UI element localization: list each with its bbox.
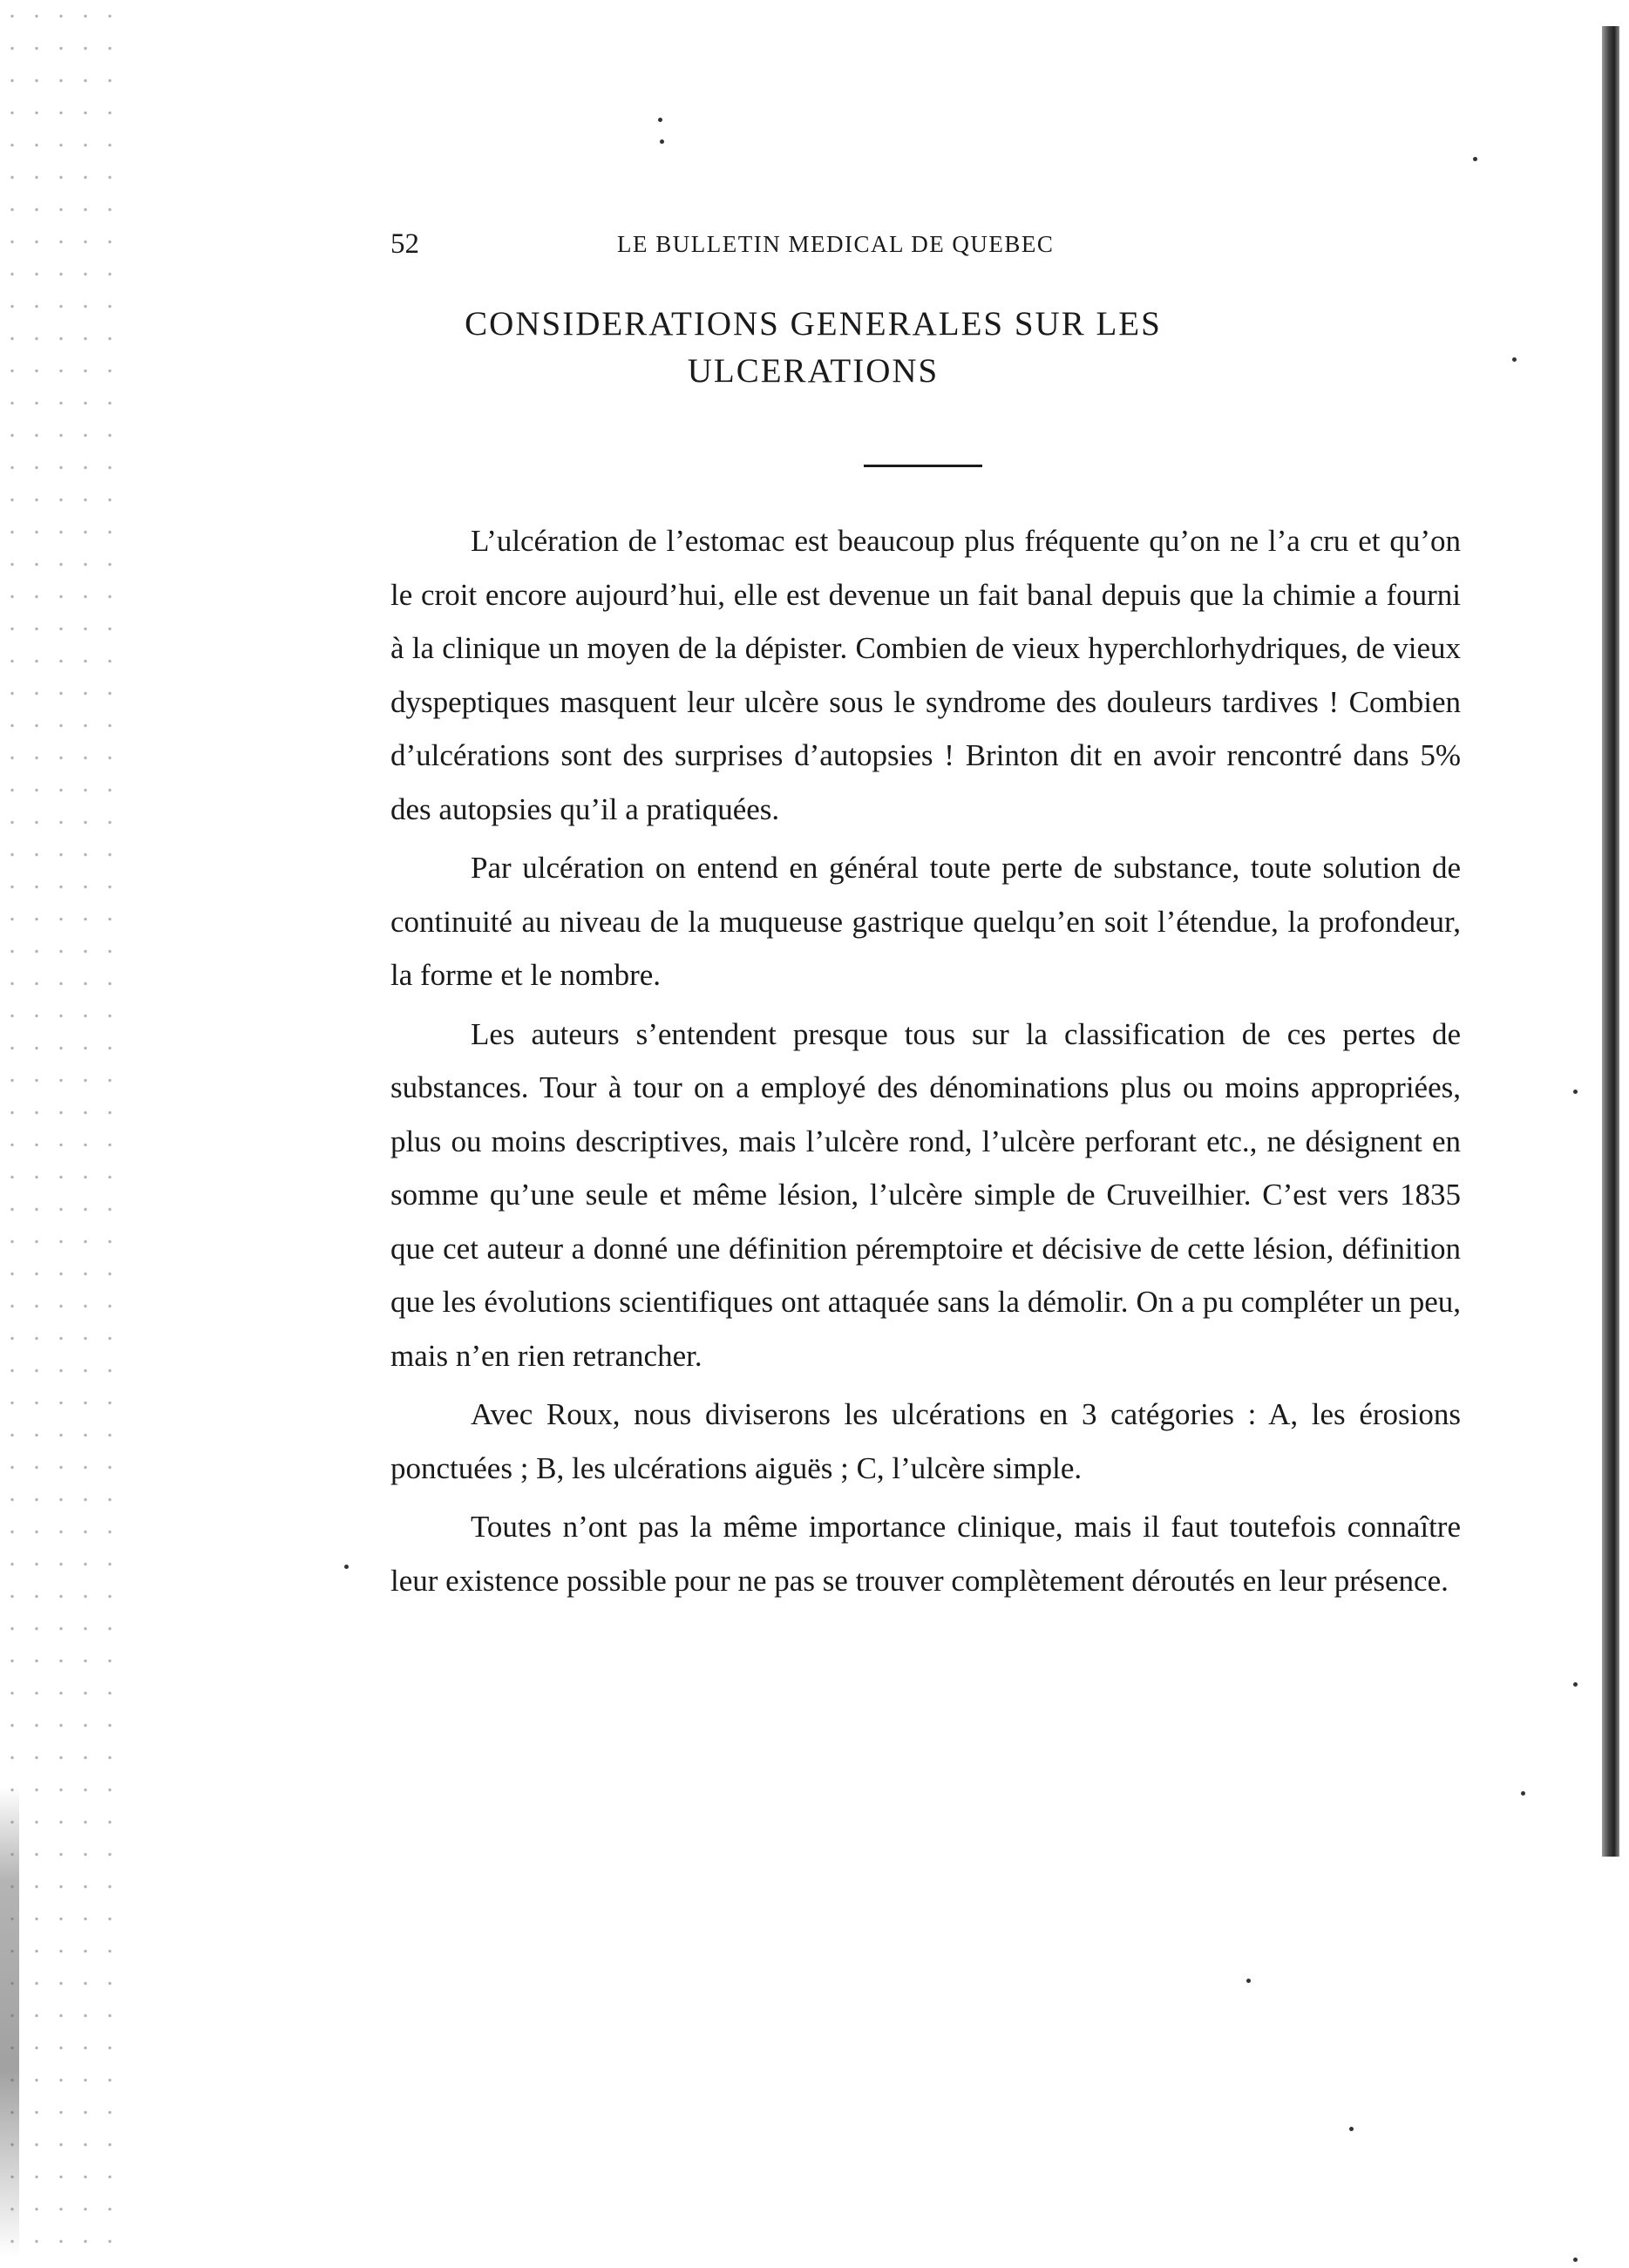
scan-speck <box>1521 1791 1525 1796</box>
page-edge-shadow <box>0 1787 19 2258</box>
scan-speck <box>660 139 664 144</box>
scan-speck <box>1349 2127 1354 2131</box>
scan-speck <box>1512 357 1517 362</box>
running-title: LE BULLETIN MEDICAL DE QUEBEC <box>617 231 1055 257</box>
paragraph: Avec Roux, nous diviserons les ulcérations en 3 catégories : A, les érosions ponctuées ; B, les ulcérations aiguës ; C, l’ulcère simple. <box>390 1397 1461 1485</box>
scan-speck <box>344 1565 349 1569</box>
title-divider <box>864 465 982 467</box>
page-number: 52 <box>390 228 419 260</box>
scan-speck <box>1573 1682 1578 1687</box>
paragraph: L’ulcération de l’estomac est beaucoup plus fréquente qu’on ne l’a cru et qu’on le croit encore aujourd’hui, elle est devenue un fait banal depuis que la chimie a fourni à la clinique un moyen de la dépister. Combien de vieux hyperchlorhydriques, de vieux dyspeptiques masquent leur ulcère sous le syndrome des douleurs tardives ! Combien d’ulcérations sont des surprises d’autopsies ! Brinton dit en avoir rencontré dans 5% des autopsies qu’il a pratiquées. <box>390 524 1461 826</box>
paragraph: Toutes n’ont pas la même importance clinique, mais il faut toutefois connaître leur existence possible pour ne pas se trouver complètement déroutés en leur présence. <box>390 1510 1461 1598</box>
scan-speck <box>1573 2258 1578 2262</box>
article-title-line: CONSIDERATIONS GENERALES SUR LES <box>465 305 1162 343</box>
running-header <box>390 228 1236 263</box>
article-title <box>390 301 1236 395</box>
scan-speck <box>1573 1090 1578 1094</box>
scan-speck <box>1473 157 1477 161</box>
paragraph: Les auteurs s’entendent presque tous sur la classification de ces pertes de substances. Tour à tour on a employé des dénominations plus ou moins appropriées, plus ou moins descriptives, mais l’ulcère rond, l’ulcère perforant etc., ne désignent en somme qu’une seule et même lésion, l’ulcère simple de Cruveilhier. C’est vers 1835 que cet auteur a donné une définition péremptoire et décisive de cette lésion, définition que les évolutions scientifiques ont attaquée sans la démolir. On a pu compléter un peu, mais n’en rien retrancher. <box>390 1016 1461 1373</box>
article-title-line: ULCERATIONS <box>687 352 940 390</box>
scan-speck <box>658 118 662 122</box>
article-body <box>390 514 1461 1613</box>
paragraph: Par ulcération on entend en général toute perte de substance, toute solution de continuité au niveau de la muqueuse gastrique quelqu’en soit l’étendue, la profondeur, la forme et le nombre. <box>390 851 1461 992</box>
scan-speck <box>1246 1979 1251 1983</box>
page-spine-shadow <box>1602 26 1619 1857</box>
